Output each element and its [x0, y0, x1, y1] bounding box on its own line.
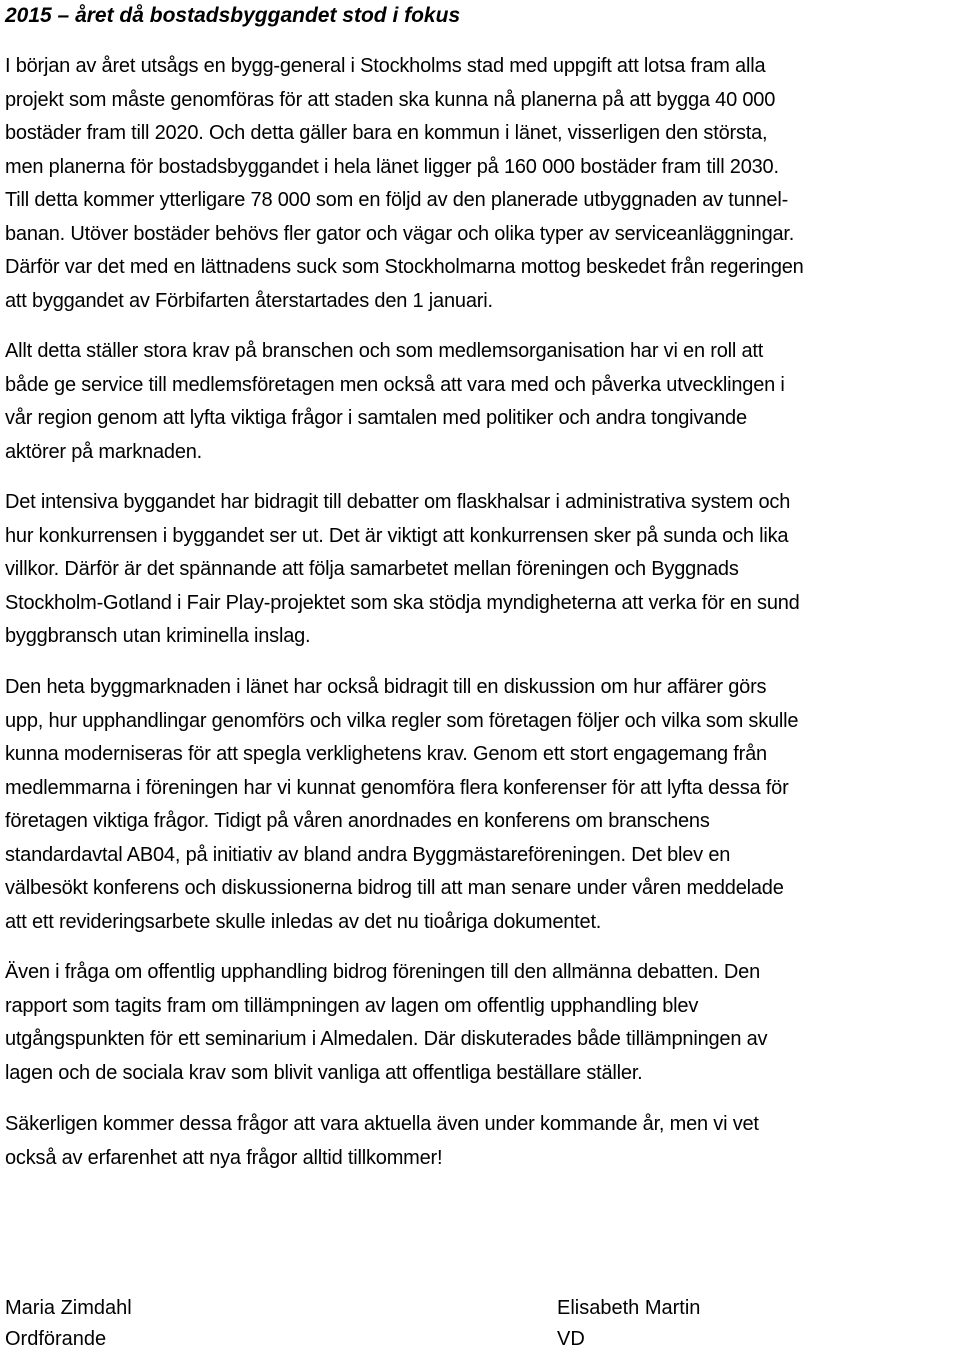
signer-name: Maria Zimdahl [5, 1297, 132, 1319]
signature-block [5, 1293, 955, 1353]
paragraph-line: upp, hur upphandlingar genomförs och vilka regler som företagen följer och vilka som skulle [5, 709, 799, 732]
signer-name: Elisabeth Martin [557, 1297, 701, 1319]
paragraph-line: Den heta byggmarknaden i länet har också bidragit till en diskussion om hur affärer görs [5, 676, 767, 698]
paragraph-line: också av erfarenhet att nya frågor alltid tillkommer! [5, 1146, 443, 1169]
paragraph-line: banan. Utöver bostäder behövs fler gator och vägar och olika typer av serviceanläggningar. [5, 222, 795, 245]
signer-title: Ordförande [5, 1328, 107, 1350]
document-page [5, 0, 955, 1350]
paragraph-line: rapport som tagits fram om tillämpningen av lagen om offentlig upphandling blev [5, 994, 699, 1017]
paragraph-line: Stockholm-Gotland i Fair Play-projektet som ska stödja myndigheterna att verka för en sund [5, 591, 800, 614]
signer-title: VD [557, 1328, 585, 1350]
paragraph-line: medlemmarna i föreningen har vi kunnat genomföra flera konferenser för att lyfta dessa för [5, 776, 789, 799]
paragraph-line: utgångspunkten för ett seminarium i Almedalen. Där diskuterades både tillämpningen av [5, 1028, 768, 1050]
paragraph-1 [5, 50, 955, 318]
paragraph-line: kunna moderniseras för att spegla verklighetens krav. Genom ett stort engagemang från [5, 743, 767, 765]
document-heading: 2015 – året då bostadsbyggandet stod i fokus [5, 4, 461, 27]
paragraph-line: aktörer på marknaden. [5, 440, 203, 463]
paragraph-line: I början av året utsågs en bygg-general i Stockholms stad med uppgift att lotsa fram alla [5, 55, 766, 77]
paragraph-line: vår region genom att lyfta viktiga frågor i samtalen med politiker och andra tongivande [5, 407, 747, 429]
paragraph-line: både ge service till medlemsföretagen men också att vara med och påverka utvecklingen i [5, 373, 785, 396]
paragraph-line: villkor. Därför är det spännande att följa samarbetet mellan föreningen och Byggnads [5, 558, 739, 580]
paragraph-line: välbesökt konferens och diskussionerna bidrog till att man senare under våren meddelade [5, 877, 784, 899]
signature-chair [5, 1293, 132, 1355]
paragraph-line: byggbransch utan kriminella inslag. [5, 625, 311, 647]
paragraph-line: att byggandet av Förbifarten återstartades den 1 januari. [5, 289, 493, 312]
paragraph-3 [5, 486, 955, 654]
paragraph-2 [5, 335, 955, 469]
paragraph-line: Till detta kommer ytterligare 78 000 som en följd av den planerade utbyggnaden av tunnel- [5, 189, 789, 211]
paragraph-line: att ett revideringsarbete skulle inledas av det nu tioåriga dokumentet. [5, 910, 602, 933]
signature-ceo [557, 1293, 700, 1355]
paragraph-line: företagen viktiga frågor. Tidigt på våren anordnades en konferens om branschens [5, 810, 710, 832]
paragraph-line: hur konkurrensen i byggandet ser ut. Det är viktigt att konkurrensen sker på sunda och lika [5, 524, 789, 547]
paragraph-line: men planerna för bostadsbyggandet i hela länet ligger på 160 000 bostäder fram till 2030. [5, 155, 779, 178]
paragraph-line: projekt som måste genomföras för att staden ska kunna nå planerna på att bygga 40 000 [5, 88, 776, 111]
paragraph-line: Säkerligen kommer dessa frågor att vara aktuella även under kommande år, men vi vet [5, 1113, 759, 1135]
paragraph-4 [5, 671, 955, 939]
paragraph-line: bostäder fram till 2020. Och detta gäller bara en kommun i länet, visserligen den största, [5, 122, 768, 144]
paragraph-line: standardavtal AB04, på initiativ av bland andra Byggmästareföreningen. Det blev en [5, 843, 731, 866]
paragraph-line: Därför var det med en lättnadens suck som Stockholmarna mottog beskedet från regeringen [5, 256, 804, 278]
paragraph-line: lagen och de sociala krav som blivit vanliga att offentliga beställare ställer. [5, 1061, 643, 1084]
paragraph-line: Allt detta ställer stora krav på branschen och som medlemsorganisation har vi en roll att [5, 340, 764, 362]
paragraph-line: Även i fråga om offentlig upphandling bidrog föreningen till den allmänna debatten. Den [5, 961, 760, 983]
paragraph-line: Det intensiva byggandet har bidragit till debatter om flaskhalsar i administrativa system och [5, 491, 791, 513]
paragraph-5 [5, 956, 955, 1090]
paragraph-6 [5, 1108, 955, 1175]
